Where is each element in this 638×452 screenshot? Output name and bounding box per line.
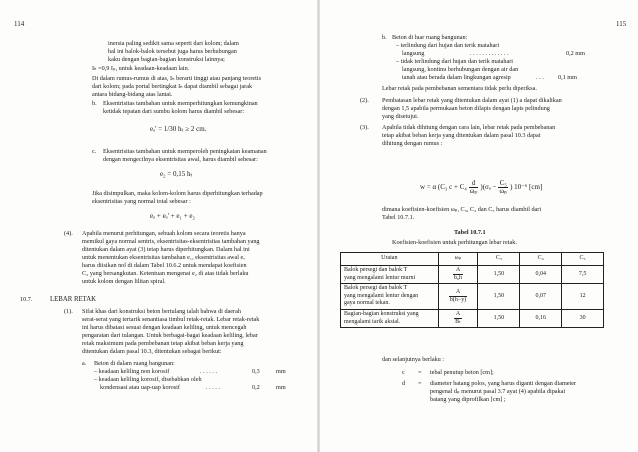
list-item: – terlindung dari hujan dan terik matahari	[396, 42, 500, 49]
list-item: – keadaan keliling non korosif	[94, 368, 170, 375]
text-line: dan selanjutnya berlaku :	[382, 356, 445, 363]
item-label: c.	[92, 148, 97, 155]
list-item: – tidak terlindung dari hujan dan terik matahari	[396, 58, 514, 65]
leader-dots: . . . . .	[206, 384, 220, 391]
text-line: hal ini balok-balok tersebut juga harus berhubungan	[108, 48, 237, 55]
c5-cell: 7,5	[562, 266, 604, 284]
numerator: d	[469, 180, 479, 188]
column-header: ωₚ	[438, 253, 478, 266]
omega-cell	[438, 284, 478, 310]
text-line: eksentrisitas yang normal total sebesar :	[92, 198, 191, 205]
crack-width-formula	[420, 180, 542, 195]
denominator: Bₜ	[455, 319, 461, 326]
text-line: dengan mengecilnya eksentrisitas awal, harus diambil sebesar:	[103, 156, 258, 163]
c5-cell: 30	[562, 309, 604, 327]
definition: pengenal dₚ menurut pasal 3.7 ayat (4) apabila dipakai	[430, 388, 566, 395]
omega-cell	[438, 266, 478, 284]
formula-part: )(σₐ −	[480, 183, 497, 192]
cell-line: yang mengalami lentur murni	[344, 274, 416, 281]
text-line: ditentukan dalam pasal 10.3, ditentukan sebagai berikut:	[82, 348, 222, 355]
value: 0,2 mm	[566, 50, 585, 57]
c5-cell: 12	[562, 284, 604, 310]
definition: tebal penutup beton [cm];	[430, 369, 494, 376]
item-label: (2).	[360, 97, 369, 104]
c3-cell: 1,50	[478, 266, 520, 284]
value: 0,2	[252, 384, 260, 391]
table-header-row	[341, 253, 604, 266]
numerator: A	[453, 267, 463, 275]
text-line: kaku dengan bagian-bagian konstruksi lainnya;	[108, 56, 225, 63]
description-cell	[341, 309, 439, 327]
column-header: C₃	[478, 253, 520, 266]
text-line: untuk menentukan eksentrisitas tambahan e₁, eksentrisitas awal eₒ	[82, 254, 246, 261]
cell-line: Balok persegi dan balok T	[344, 267, 408, 273]
table-title: Tabel 10.7.1	[454, 229, 486, 236]
c4-cell: 0,04	[520, 266, 562, 284]
fraction	[449, 289, 467, 304]
denominator: b(h−y)	[449, 297, 467, 304]
list-item: kondensasi atau uap-uap korosif	[100, 384, 180, 391]
description-cell	[341, 284, 439, 310]
right-page	[320, 0, 638, 452]
denominator: ωₚ	[469, 187, 478, 195]
text-line: ketidak tepatan dari sumbu kolom harus diambil sebesar:	[103, 108, 245, 115]
text-line: dengan 1,5 apabila permukaan beton dilapis dengan lapis pelindung	[382, 105, 550, 112]
list-item: langsung	[402, 50, 425, 57]
text-line: Lebar retak pada pembebanan sementara tidak perlu diperiksa.	[382, 85, 537, 92]
section-title: LEBAR RETAK	[50, 296, 97, 303]
equals: =	[418, 369, 422, 376]
column-header: Uraian	[341, 253, 439, 266]
text-line: Pembatasan lebar retak yang ditentukan dalam ayat (1) a dapat dikalikan	[382, 97, 562, 104]
cell-line: mengalami tarik aksial.	[344, 318, 401, 325]
list-item: – keadaan keliling korosif, disebabkan oleh	[94, 376, 202, 383]
item-label: (4).	[64, 230, 73, 237]
text-line: inersia paling sedikit sama seperti dari kolom; dalam	[108, 40, 239, 47]
text-line: yang disetujui.	[382, 113, 419, 120]
denominator: b₀h	[453, 275, 463, 282]
item-label: a.	[82, 360, 87, 367]
definition: batang yang diprofilkan [cm] ;	[430, 396, 506, 403]
cell-line: Balok persegi dan balok T	[344, 285, 408, 292]
c4-cell: 0,16	[520, 309, 562, 327]
text-line: Tabel 10.7.1.	[382, 214, 415, 221]
text-line: Beton di dalam ruang bangunan:	[94, 360, 175, 367]
text-line: Apabila tidak dihitung dengan cara lain, lebar retak pada pembebanan	[382, 124, 556, 131]
section-number: 10.7.	[20, 296, 33, 303]
unit: mm	[276, 368, 286, 375]
list-item: langsung, kontinu berhubungan dengan air dan	[402, 66, 519, 73]
text-line: ditentukan dalam ayat (3) tetap harus diperhitungkan. Dalam hal ini	[82, 246, 250, 253]
formula-part: w = α (C₃ c + C₄	[420, 183, 467, 192]
description-cell	[341, 266, 439, 284]
text-line: Iₕ =0,9 Iₚ, untuk keadaan-keadaan lain.	[92, 65, 190, 72]
numerator: A	[455, 311, 461, 318]
leader-dots: . . .	[536, 74, 544, 81]
formula-part: ) 10⁻⁶ [cm]	[510, 183, 543, 192]
c3-cell: 1,50	[478, 284, 520, 310]
text-line: untuk kolom dengan lilitan spiral.	[82, 278, 166, 285]
right-page-number: 115	[616, 20, 627, 28]
definition: diameter batang polos, yang harus diganti dengan diameter	[430, 380, 577, 387]
leader-dots: . . . . . .	[200, 368, 218, 375]
text-line: tetap akibat beban kerja yang ditentukan dalam pasal 10.3 dapat	[382, 132, 541, 139]
value: 0,3	[252, 368, 260, 375]
table-row	[341, 266, 604, 284]
text-line: Jika disimpulkan, maka kolom-kolom harus diperhitungkan terhadap	[92, 190, 263, 197]
text-line: Beton di luar ruang bangunan:	[392, 34, 468, 41]
text-line: harus diisikan nol di dalam Tabel 10.6.2 untuk mendapat koefisien	[82, 262, 247, 269]
text-line: dihitung dengan rumus :	[382, 140, 443, 147]
text-line: Eksentrisitas tambahan untuk memperoleh peningkatan keamanan	[103, 148, 267, 155]
denominator: ωₚ	[499, 187, 508, 195]
text-line: Apabila menurut perhitungan, sebuah kolom secara teoretis hanya	[82, 230, 246, 237]
item-label: b.	[382, 34, 387, 41]
column-header: C₅	[562, 253, 604, 266]
equals: =	[418, 380, 422, 387]
formula-eo-prime: eₒ' = 1/30 hₜ ≥ 2 cm.	[150, 125, 207, 133]
text-line: C₂ yang bersangkutan. Ketentuan mengenai e₂ di atas tidak berlaku	[82, 270, 249, 277]
text-line: dimana koefisien-koefisien ωₚ, C₃, C₄ dan C₅ harus diambil dari	[382, 206, 542, 213]
symbol: d	[402, 380, 406, 387]
unit: mm	[276, 384, 286, 391]
fraction	[453, 267, 463, 282]
left-page-number: 114	[14, 20, 25, 28]
table-row	[341, 309, 604, 327]
text-line: antara bidang-bidang atas lantai.	[92, 91, 173, 98]
numerator: A	[449, 289, 467, 297]
symbol: c	[402, 369, 405, 376]
coefficient-table	[340, 252, 604, 328]
fraction	[454, 311, 462, 326]
text-line: ini harus dibatasi sesuai dengan keadaan keliling, untuk mencegah	[82, 324, 247, 331]
item-label: b.	[92, 100, 97, 107]
text-line: Sifat khas dari konstruksi beton bertulang ialah bahwa di daerah	[82, 308, 241, 315]
numerator: C₅	[499, 179, 507, 187]
fraction-c5-over-wp	[498, 180, 508, 195]
cell-line: gaya normal tekan.	[344, 300, 390, 307]
table-row	[341, 284, 604, 310]
c3-cell: 1,50	[478, 309, 520, 327]
text-line: Eksentrisitas tambahan untuk memperhitungkan kemungkinan	[103, 100, 258, 107]
text-line: Di dalam rumus-rumus di atas, Iₕ berarti tinggi atau panjang teoretis	[92, 75, 262, 82]
left-page	[0, 0, 318, 452]
omega-cell	[438, 309, 478, 327]
table-caption: Koefisien-koefisien untuk perhitungan lebar retak.	[392, 239, 517, 246]
cell-line: Bagian-bagian konstruksi yang	[344, 310, 419, 317]
item-label: (3).	[360, 124, 369, 131]
formula-total-eccentricity: eₒ + eₒ' + e₁ + e₂	[150, 212, 195, 220]
cell-line: yang mengalami lentur dengan	[344, 292, 419, 299]
formula-e2: e₂ = 0,15 hₜ	[160, 170, 193, 178]
item-label: (1).	[64, 308, 73, 315]
text-line: retak maksimum pada pembebanan tetap akibat beban kerja yang	[82, 340, 244, 347]
value: 0,1 mm	[558, 74, 577, 81]
c4-cell: 0,07	[520, 284, 562, 310]
list-item: tanah atau berada dalam lingkungan agresip	[402, 74, 511, 81]
text-line: serat-serat yang tertarik senantiasa timbul retak-retak. Lebar retak-retak	[82, 316, 260, 323]
text-line: dari kolom; pada portal bertingkat Iₕ dapat diambil sebagai jarak	[92, 83, 253, 90]
fraction-d-over-wp	[469, 180, 479, 195]
column-header: C₄	[520, 253, 562, 266]
text-line: pengaratan dari tulangan. Untuk berbagai-bagai keadaan keliling, lebar	[82, 332, 258, 339]
text-line: memikul gaya normal sentris, eksentrisitas-eksentrisitas tambahan yang	[82, 238, 260, 245]
leader-dots: . . . . . . . . . . . . .	[470, 50, 509, 57]
